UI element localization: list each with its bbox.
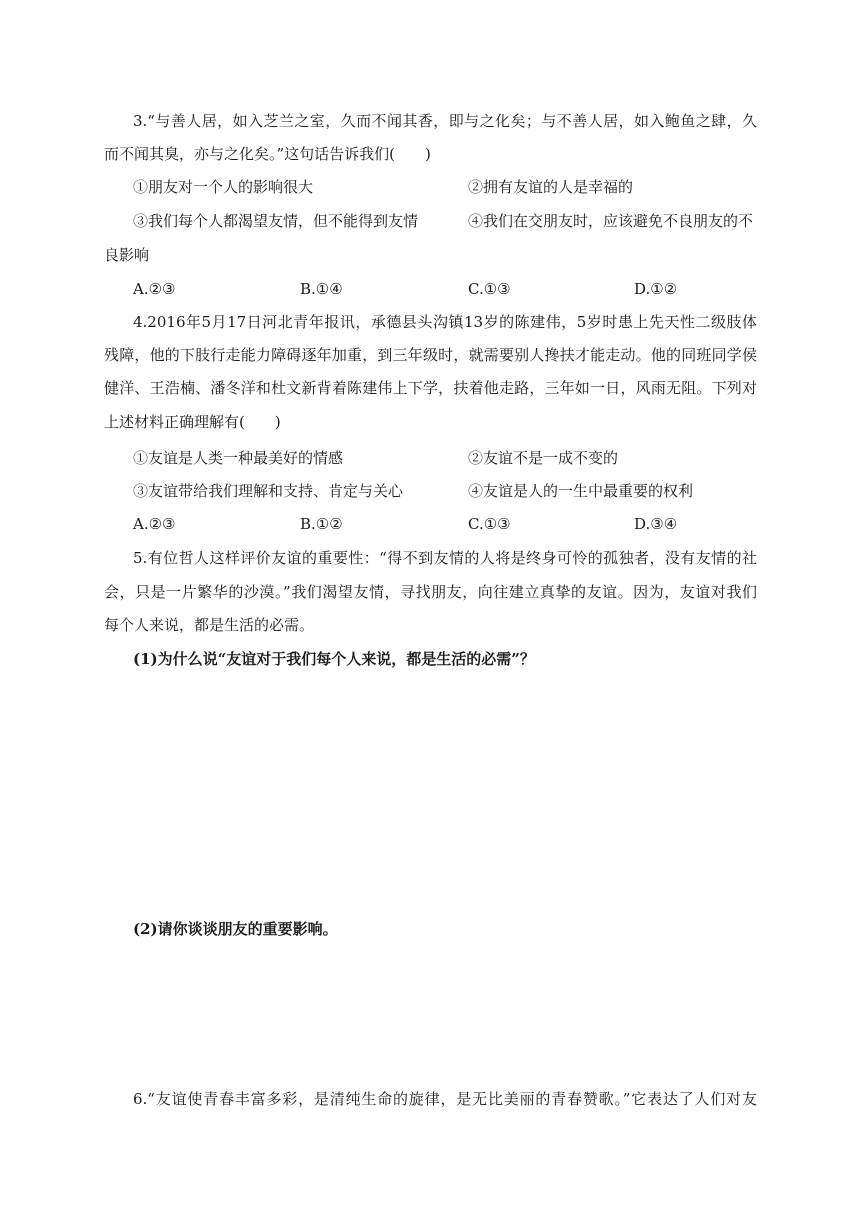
q5-stem-line-2: 会，只是一片繁华的沙漠。”我们渴望友情，寻找朋友，向往建立真挚的友谊。因为，友谊对我们 <box>104 583 757 601</box>
q4-stem-line-2: 残障，他的下肢行走能力障碍逐年加重，到三年级时，就需要别人搀扶才能走动。他的同班同学侯 <box>104 346 757 364</box>
q4-item-1: ①友谊是人类一种最美好的情感 <box>133 449 344 467</box>
q3-item-1: ①朋友对一个人的影响很大 <box>133 178 314 196</box>
q3-option-a: A.②③ <box>133 280 176 298</box>
q4-stem-line-1: 4.2016年5月17日河北青年报讯，承德县头沟镇13岁的陈建伟，5岁时患上先天性二级肢体 <box>133 313 757 331</box>
q3-option-d: D.①② <box>634 280 678 298</box>
q3-item-2: ②拥有友谊的人是幸福的 <box>468 178 634 196</box>
q4-item-2: ②友谊不是一成不变的 <box>468 449 619 467</box>
q6-stem-line-1: 6.“友谊使青春丰富多彩，是清纯生命的旋律，是无比美丽的青春赞歌。”它表达了人们对友 <box>133 1090 757 1108</box>
q3-option-c: C.①③ <box>468 280 511 298</box>
q5-subquestion-1: (1)为什么说“友谊对于我们每个人来说，都是生活的必需”？ <box>133 650 535 668</box>
q3-item-4-line-2: 良影响 <box>104 246 150 264</box>
q4-option-b: B.①② <box>300 515 343 533</box>
q4-stem-line-4: 上述材料正确理解有( ) <box>104 413 281 431</box>
q4-option-d: D.③④ <box>634 515 678 533</box>
q3-item-3: ③我们每个人都渴望友情，但不能得到友情 <box>133 212 419 230</box>
q5-stem-line-1: 5.有位哲人这样评价友谊的重要性：“得不到友情的人将是终身可怜的孤独者，没有友情的社 <box>133 549 757 567</box>
q5-subquestion-2: (2)请你谈谈朋友的重要影响。 <box>133 920 338 938</box>
q3-option-b: B.①④ <box>300 280 343 298</box>
q4-item-3: ③友谊带给我们理解和支持、肯定与关心 <box>133 482 404 500</box>
q4-option-a: A.②③ <box>133 515 176 533</box>
q4-option-c: C.①③ <box>468 515 511 533</box>
q4-item-4: ④友谊是人的一生中最重要的权利 <box>468 482 694 500</box>
q3-stem-line-2: 而不闻其臭，亦与之化矣。”这句话告诉我们( ) <box>104 145 431 163</box>
q3-stem-line-1: 3.“与善人居，如入芝兰之室，久而不闻其香，即与之化矣；与不善人居，如入鲍鱼之肆，久 <box>133 112 757 130</box>
q5-stem-line-3: 每个人来说，都是生活的必需。 <box>104 616 315 634</box>
q4-stem-line-3: 健洋、王浩楠、潘冬洋和杜文新背着陈建伟上下学，扶着他走路，三年如一日，风雨无阻。下列对 <box>104 379 757 397</box>
q3-item-4-line-1: ④我们在交朋友时，应该避免不良朋友的不 <box>468 212 754 230</box>
